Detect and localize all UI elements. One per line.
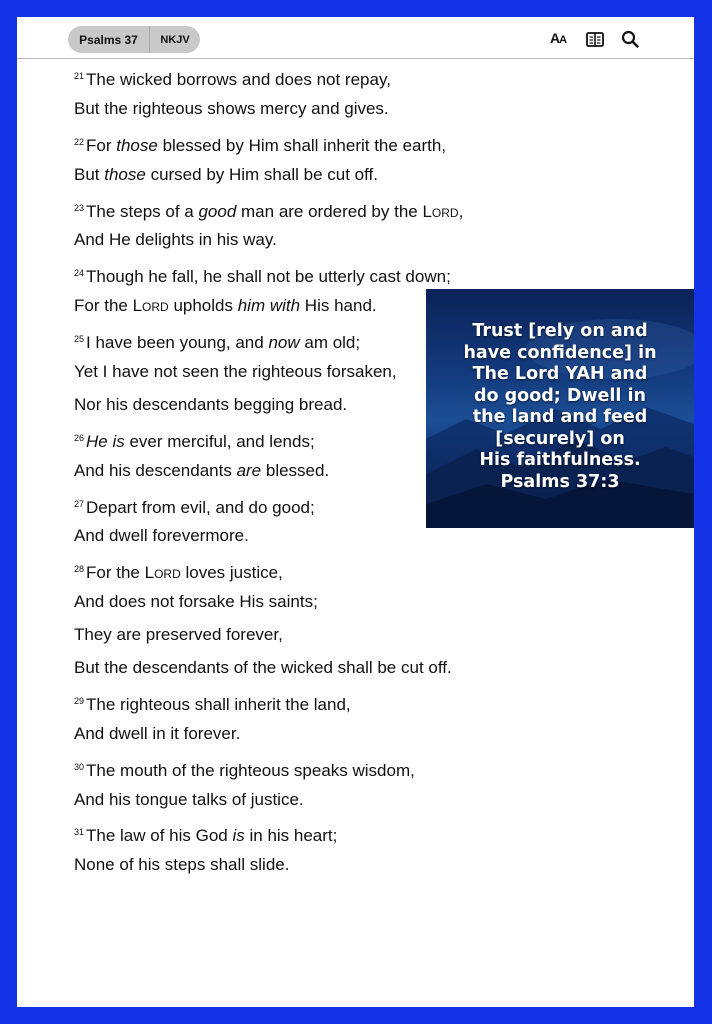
verse-text-span: They are preserved forever, (74, 625, 283, 645)
verse-text-span: And dwell in it forever. (74, 723, 241, 743)
verse-text-span: The wicked borrows and does not repay, (86, 70, 391, 89)
card-quote-line: do good; Dwell in (474, 385, 646, 406)
verse-number: 22 (74, 136, 85, 147)
verse-text-span: The mouth of the righteous speaks wisdom, (86, 760, 415, 780)
verse-text-span: For the (74, 296, 133, 316)
italic-text: those (116, 135, 158, 155)
verse-line (74, 488, 463, 521)
book-chapter-button[interactable]: Psalms 37 (68, 26, 150, 53)
verse-text-span: loves justice, (180, 563, 283, 583)
verse-text-span: blessed by Him shall inherit the earth, (157, 135, 447, 155)
verse-image-card (426, 289, 694, 528)
verse-text-span: , (458, 201, 464, 221)
verse-text-span: And dwell forevermore. (74, 526, 249, 546)
italic-text: are (236, 460, 262, 480)
verse-text-span: Though he fall, he shall not be utterly cast down; (86, 267, 451, 287)
verse-text-span: blessed. (261, 460, 330, 480)
verse-line (74, 323, 463, 356)
reader-page (17, 17, 694, 1007)
verse-line (74, 93, 463, 126)
verse-number: 29 (74, 695, 85, 706)
search-icon[interactable] (621, 30, 639, 48)
verse-line (74, 586, 463, 619)
italic-text: good (198, 201, 237, 221)
verse-number: 31 (74, 827, 85, 838)
verse-text-span: I have been young, and (86, 333, 269, 353)
card-quote (426, 321, 694, 493)
verse-text-span: For the (86, 563, 145, 583)
verse-line (74, 455, 463, 488)
verse-text-span: And does not forsake His saints; (74, 592, 318, 612)
verse-number: 30 (74, 761, 85, 772)
verse-text-span: in his heart; (244, 826, 338, 846)
verse-text-span: man are ordered by the (236, 201, 423, 221)
book-icon[interactable] (586, 32, 604, 47)
small-caps-text: Lord (422, 201, 459, 221)
verse-line (74, 290, 463, 323)
verse-text-span: And his tongue talks of justice. (74, 789, 304, 809)
verse-number: 28 (74, 564, 85, 575)
italic-text: He is (86, 431, 125, 451)
verse-text-span: cursed by Him shall be cut off. (145, 164, 378, 184)
verse-line (74, 224, 463, 257)
verse-line (74, 422, 463, 455)
verse-line (74, 356, 463, 389)
verse-number: 24 (74, 268, 85, 279)
verse-line (74, 652, 463, 685)
verse-text-span: The steps of a (86, 201, 199, 221)
verse-text-span: Depart from evil, and do good; (86, 497, 315, 517)
card-quote-line: [securely] on (495, 428, 625, 449)
verse-text-span: For (86, 135, 117, 155)
small-caps-text: Lord (132, 296, 169, 316)
verse-text-span: But (74, 164, 105, 184)
verse-line (74, 192, 463, 225)
verse-text-span: am old; (299, 333, 361, 353)
verse-line (74, 257, 463, 290)
verse-text-span: Nor his descendants begging bread. (74, 394, 348, 414)
verse-text-span: The law of his God (86, 826, 233, 846)
italic-text: now (268, 333, 300, 353)
card-quote-line: His faithfulness. (479, 450, 641, 470)
card-quote-line: the land and feed (472, 407, 648, 427)
verse-line (74, 389, 463, 422)
version-button[interactable]: NKJV (160, 33, 190, 46)
verse-number: 26 (74, 432, 85, 443)
verse-line (74, 751, 463, 784)
verse-line (74, 619, 463, 652)
verse-text-span: But the descendants of the wicked shall be cut off. (74, 658, 452, 678)
verse-text-span: His hand. (300, 296, 377, 316)
card-quote-line: The Lord YAH and (472, 364, 648, 384)
verse-number: 23 (74, 202, 85, 213)
font-size-big-a: A (550, 30, 560, 46)
card-quote-line: have confidence] in (463, 342, 657, 363)
verse-line (74, 718, 463, 751)
verse-line (74, 520, 463, 553)
card-quote-line: Trust [rely on and (472, 321, 648, 341)
verse-line (74, 159, 463, 192)
verse-text-span: Yet I have not seen the righteous forsaken, (74, 362, 397, 382)
font-size-icon[interactable] (550, 30, 566, 52)
verse-text-span: And He delights in his way. (74, 230, 277, 250)
verse-number: 25 (74, 334, 85, 345)
verse-text-span: None of his steps shall slide. (74, 855, 290, 875)
verse-text-span: upholds (168, 296, 238, 316)
passage-selector[interactable] (68, 26, 200, 53)
verse-number: 27 (74, 498, 85, 509)
verse-line (74, 60, 463, 93)
verse-text-span: And his descendants (74, 460, 237, 480)
verse-text (74, 60, 463, 882)
verse-line (74, 816, 463, 849)
font-size-small-a: A (559, 34, 567, 46)
verse-number: 21 (74, 71, 85, 81)
verse-line (74, 553, 463, 586)
italic-text: those (104, 164, 146, 184)
italic-text: him with (237, 296, 301, 316)
verse-text-span: But the righteous shows mercy and gives. (74, 98, 389, 118)
card-quote-line: Psalms 37:3 (500, 471, 620, 492)
small-caps-text: Lord (144, 563, 181, 583)
verse-line (74, 849, 463, 882)
verse-text-span: ever merciful, and lends; (124, 431, 315, 451)
verse-line (74, 685, 463, 718)
verse-line (74, 784, 463, 817)
top-toolbar (17, 17, 694, 59)
verse-text-span: The righteous shall inherit the land, (86, 694, 351, 714)
verse-line (74, 126, 463, 159)
italic-text: is (232, 826, 245, 846)
